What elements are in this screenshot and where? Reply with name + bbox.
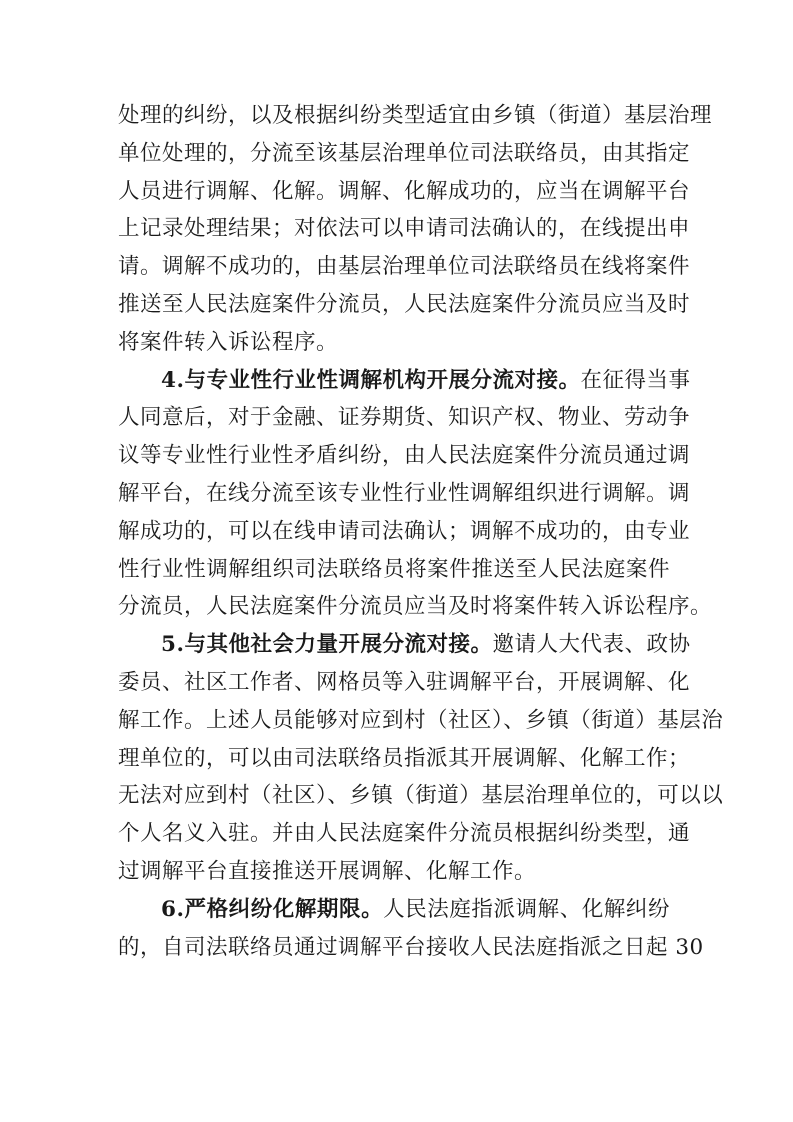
body-line-16 — [118, 664, 691, 702]
line-text: 委员、社区工作者、网格员等入驻调解平台，开展调解、化 — [118, 669, 691, 695]
body-line-3 — [118, 173, 691, 211]
body-line-13 — [118, 551, 670, 589]
line-text: 人同意后，对于金融、证券期货、知识产权、物业、劳动争 — [118, 405, 691, 431]
body-line-20 — [118, 815, 691, 853]
body-line-1 — [118, 97, 713, 135]
body-line-21 — [118, 853, 670, 891]
line-text: 无法对应到村（社区）、乡镇（街道）基层治理单位的，可以以 — [118, 783, 724, 809]
body-line-19 — [118, 777, 724, 815]
line-text: 议等专业性行业性矛盾纠纷，由人民法庭案件分流员通过调 — [118, 443, 691, 469]
section-6-heading-line — [118, 891, 670, 929]
section-5-heading-line — [118, 626, 691, 664]
line-text: 邀请人大代表、政协 — [492, 632, 691, 658]
body-line-5 — [118, 248, 691, 286]
section-4-heading: 4.与专业性行业性调解机构开展分流对接。 — [161, 367, 581, 393]
line-text: 上记录处理结果；对依法可以申请司法确认的，在线提出申 — [118, 216, 691, 242]
line-text: 个人名义入驻。并由人民法庭案件分流员根据纠纷类型，通 — [118, 821, 691, 847]
line-text: 请。调解不成功的，由基层治理单位司法联络员在线将案件 — [118, 254, 691, 280]
line-text: 处理的纠纷，以及根据纠纷类型适宜由乡镇（街道）基层治理 — [118, 103, 713, 128]
line-text: 在征得当事 — [580, 367, 691, 393]
section-5-heading: 5.与其他社会力量开展分流对接。 — [161, 632, 493, 658]
body-line-23 — [118, 929, 704, 967]
line-text: 性行业性调解组织司法联络员将案件推送至人民法庭案件 — [118, 556, 670, 582]
body-line-2 — [118, 135, 691, 173]
line-text: 理单位的，可以由司法联络员指派其开展调解、化解工作； — [118, 745, 691, 771]
body-line-7 — [118, 324, 670, 362]
line-text: 的，自司法联络员通过调解平台接收人民法庭指派之日起 30 — [118, 934, 704, 960]
body-line-10 — [118, 437, 691, 475]
line-text: 单位处理的，分流至该基层治理单位司法联络员，由其指定 — [118, 140, 691, 166]
line-text: 人民法庭指派调解、化解纠纷 — [383, 896, 670, 922]
body-line-17 — [118, 702, 724, 740]
section-6-heading: 6.严格纠纷化解期限。 — [161, 896, 384, 922]
body-line-18 — [118, 740, 691, 778]
body-line-14 — [118, 588, 713, 626]
line-text: 解成功的，可以在线申请司法确认；调解不成功的，由专业 — [118, 518, 691, 544]
line-text: 推送至人民法庭案件分流员，人民法庭案件分流员应当及时 — [118, 291, 691, 317]
line-text: 过调解平台直接推送开展调解、化解工作。 — [118, 858, 537, 884]
body-line-6 — [118, 286, 691, 324]
body-line-12 — [118, 513, 691, 551]
line-text: 解工作。上述人员能够对应到村（社区）、乡镇（街道）基层治 — [118, 707, 724, 733]
section-4-heading-line — [118, 362, 691, 400]
body-line-11 — [118, 475, 691, 513]
line-text: 分流员，人民法庭案件分流员应当及时将案件转入诉讼程序。 — [118, 594, 713, 620]
body-line-9 — [118, 399, 691, 437]
body-line-4 — [118, 210, 691, 248]
line-text: 将案件转入诉讼程序。 — [118, 329, 339, 355]
document-page — [118, 97, 724, 966]
line-text: 人员进行调解、化解。调解、化解成功的，应当在调解平台 — [118, 178, 691, 204]
line-text: 解平台，在线分流至该专业性行业性调解组织进行调解。调 — [118, 480, 691, 506]
